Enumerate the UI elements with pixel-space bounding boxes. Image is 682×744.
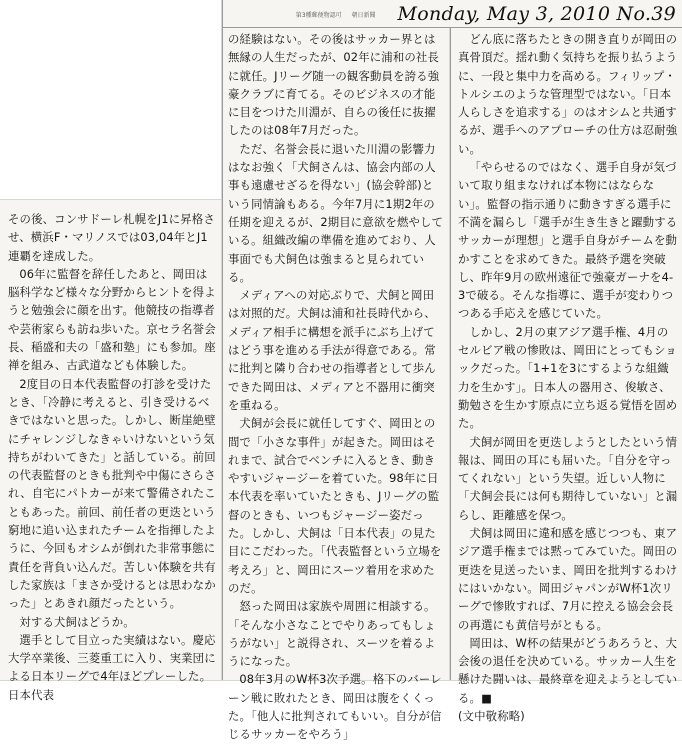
paragraph: の経験はない。その後はサッカー界とは無縁の人生だったが、02年に浦和の社長に就任。Jリーグ随一の観客動員を誇る強豪クラブに育てる。そのビジネスの才能に目をつけた川淵が、自らの後任に抜擢したのは08年7月だった。	[228, 32, 440, 138]
paragraph: 選手として目立った実績はない。慶応大学卒業後、三菱重工に入り、実業団による日本リーグで4年ほどプレーした。日本代表	[8, 632, 216, 702]
publication-meta	[296, 10, 384, 19]
article-column-right	[458, 30, 678, 725]
paragraph: メディアへの対応ぶりで、犬飼と岡田は対照的だ。犬飼は浦和社長時代から、メディア相手に構想を派手にぶち上げてはどう事を進める手法が得意である。常に批判と隣り合わせの指導者として歩んできた岡田は、メディアと不器用に衝突を重ねる。	[228, 288, 436, 412]
paragraph: 犬飼が会長に就任してすぐ、岡田との間で「小さな事件」が起きた。岡田はそれまで、試合でベンチに入るとき、動きやすいジャージーを着ていた。98年に日本代表を率いていたときも、Jリーグの監督のときも、いつもジャージー姿だった。しかし、犬飼は「日本代表」の見た目にこだわった。「代表監督という立場を考えろ」と、岡田にスーツ着用を求めたのだ。	[228, 416, 442, 595]
newspaper-header	[222, 0, 682, 28]
postal-permit: 第3種郵便物認可	[295, 12, 342, 19]
paragraph: 怒った岡田は家族や周囲に相談する。「そんな小さなことでやりあってもしょうがない」と説得され、スーツを着るようになった。	[228, 599, 436, 669]
article-column-left	[8, 210, 216, 704]
paragraph: 06年に監督を辞任したあと、岡田は脳科学など様々な分野からヒントを得ようと勉強会に顔を出す。他競技の指導者や芸術家らも訪ね歩いた。京セラ名誉会長、稲盛和夫の「盛和塾」にも参加。座禅を組み、古武道なども体験した。	[8, 266, 216, 373]
issue-date: Monday, May 3, 2010 No.39	[397, 3, 676, 25]
paragraph: 対する犬飼はどうか。	[19, 614, 135, 629]
column-divider	[450, 28, 451, 680]
paragraph: 犬飼が岡田を更迭しようとしたという情報は、岡田の耳にも届いた。「自分を守ってくれない」という失望。近しい人物に「犬飼会長には何も期待していない」と漏らし、距離感を保つ。	[458, 434, 678, 522]
newspaper-name: 朝日新聞	[351, 12, 376, 19]
paragraph: その後、コンサドーレ札幌をJ1に昇格させ、横浜F・マリノスでは03,04年とJ1連覇を達成した。	[8, 212, 215, 263]
paragraph: 08年3月のW杯3次予選。格下のバーレーン戦に敗れたとき、岡田は腹をくくった。「他人に批判されてもいい。自分が信じるサッカーをやろう」	[228, 672, 442, 742]
paragraph: 2度目の日本代表監督の打診を受けたとき、「冷静に考えると、引き受けるべきではないと思った。しかし、断崖絶壁にチャレンジしなきゃいけないという気持ちがわいてきた」と話している。前回の代表監督のときも批判や中傷にさらされ、自宅にパトカーが来て警備されたこともあった。前回、前任者の更迭という窮地に追い込まれたチームを指揮したように、今回もオシムが倒れた非常事態に責任を背負い込んだ。苦しい体験を共有した家族は「まさか受けるとは思わなかった」とあきれ顔だったという。	[8, 376, 216, 611]
column-divider	[222, 0, 223, 680]
article-column-middle	[228, 30, 444, 744]
article-credit: (文中敬称略)	[458, 708, 525, 723]
paragraph: 犬飼は岡田に違和感を感じつつも、東アジア選手権までは黙ってみていた。岡田の更迭を見送ったいま、岡田を批判するわけにはいかない。岡田ジャパンがW杯1次リーグで惨敗すれば、7月に控える協会会長の再選にも黄信号がともる。	[458, 526, 678, 632]
paragraph: 岡田は、W杯の結果がどうあろうと、大会後の退任を決めている。サッカー人生を懸けた闘いは、最終章を迎えようとしている。■	[458, 635, 678, 705]
paragraph: どん底に落ちたときの開き直りが岡田の真骨頂だ。揺れ動く気持ちを振り払うように、一段と集中力を高める。フィリップ・トルシエのような管理型ではない。「日本人らしさを追求する」のはオシムと共通するが、選手へのアプローチの仕方は忍耐強い。	[458, 32, 678, 156]
paragraph: しかし、2月の東アジア選手権、4月のセルビア戦の惨敗は、岡田にとってもショックだった。「1+1を3にするような組織力を生かす」。日本人の器用さ、俊敏さ、勤勉さを生かす原点に立ち返る覚悟を固めた。	[458, 324, 678, 431]
paragraph: 「やらせるのではなく、選手自身が気づいて取り組まなければ本物にはならない」。監督の指示通りに動きすぎる選手に不満を漏らし「選手が生き生きと躍動するサッカーが理想」と選手自身がチームを動かすことを求めてきた。最終予選を突破し、昨年9月の欧州遠征で強豪ガーナを4-3で破る。そんな指導に、選手が変わりつつある手応えを感じていた。	[458, 160, 678, 321]
paragraph: ただ、名誉会長に退いた川淵の影響力はなお強く「犬飼さんは、協会内部の人事も遠慮せざるを得ない」(協会幹部)という同情論もある。今年7月に1期2年の任期を迎えるが、2期目に意欲を燃やしている。組織改編の準備を進めており、人事面でも犬飼色は強まると見られている。	[228, 141, 444, 284]
